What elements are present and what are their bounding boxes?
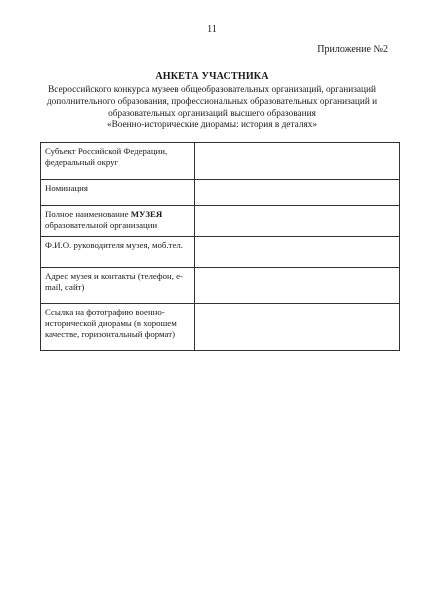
form-subtitle	[30, 85, 394, 132]
value-nomination[interactable]	[195, 180, 400, 206]
subtitle-line: дополнительного образования, профессиональных образовательных организаций и	[46, 96, 378, 107]
label-photo-link: Ссылка на фотографию военно-исторической диорамы (в хорошем качестве, горизонтальный формат)	[41, 304, 195, 351]
value-photo-link[interactable]	[195, 304, 400, 351]
form-row-photo-link	[41, 304, 400, 351]
label-museum-name-after: образовательной организации	[45, 220, 158, 230]
subtitle-line: Всероссийского конкурса музеев общеобразовательных организаций, организаций	[48, 85, 376, 95]
subtitle-line: образовательных организаций высшего образования	[108, 108, 316, 119]
participant-form-table	[40, 142, 400, 351]
value-address[interactable]	[195, 268, 400, 304]
value-director[interactable]	[195, 237, 400, 268]
value-region[interactable]	[195, 143, 400, 180]
label-museum-name-before: Полное наименование	[45, 209, 131, 219]
label-nomination: Номинация	[41, 180, 195, 206]
label-museum-name-bold: МУЗЕЯ	[130, 209, 163, 219]
form-row-nomination	[41, 180, 400, 206]
form-title: АНКЕТА УЧАСТНИКА	[155, 71, 269, 82]
value-museum-name[interactable]	[195, 206, 400, 237]
form-row-museum-name	[41, 206, 400, 237]
label-museum-name	[41, 206, 195, 237]
form-row-address	[41, 268, 400, 304]
form-row-region	[41, 143, 400, 180]
form-row-director	[41, 237, 400, 268]
label-region: Субъект Российской Федерации, федеральный округ	[41, 143, 195, 180]
appendix-label: Приложение №2	[317, 44, 388, 55]
label-director: Ф.И.О. руководителя музея, моб.тел.	[41, 237, 195, 268]
page-number: 11	[207, 24, 217, 35]
subtitle-line: «Военно-исторические диорамы: история в деталях»	[106, 120, 318, 131]
label-address: Адрес музея и контакты (телефон, e-mail, сайт)	[41, 268, 195, 304]
